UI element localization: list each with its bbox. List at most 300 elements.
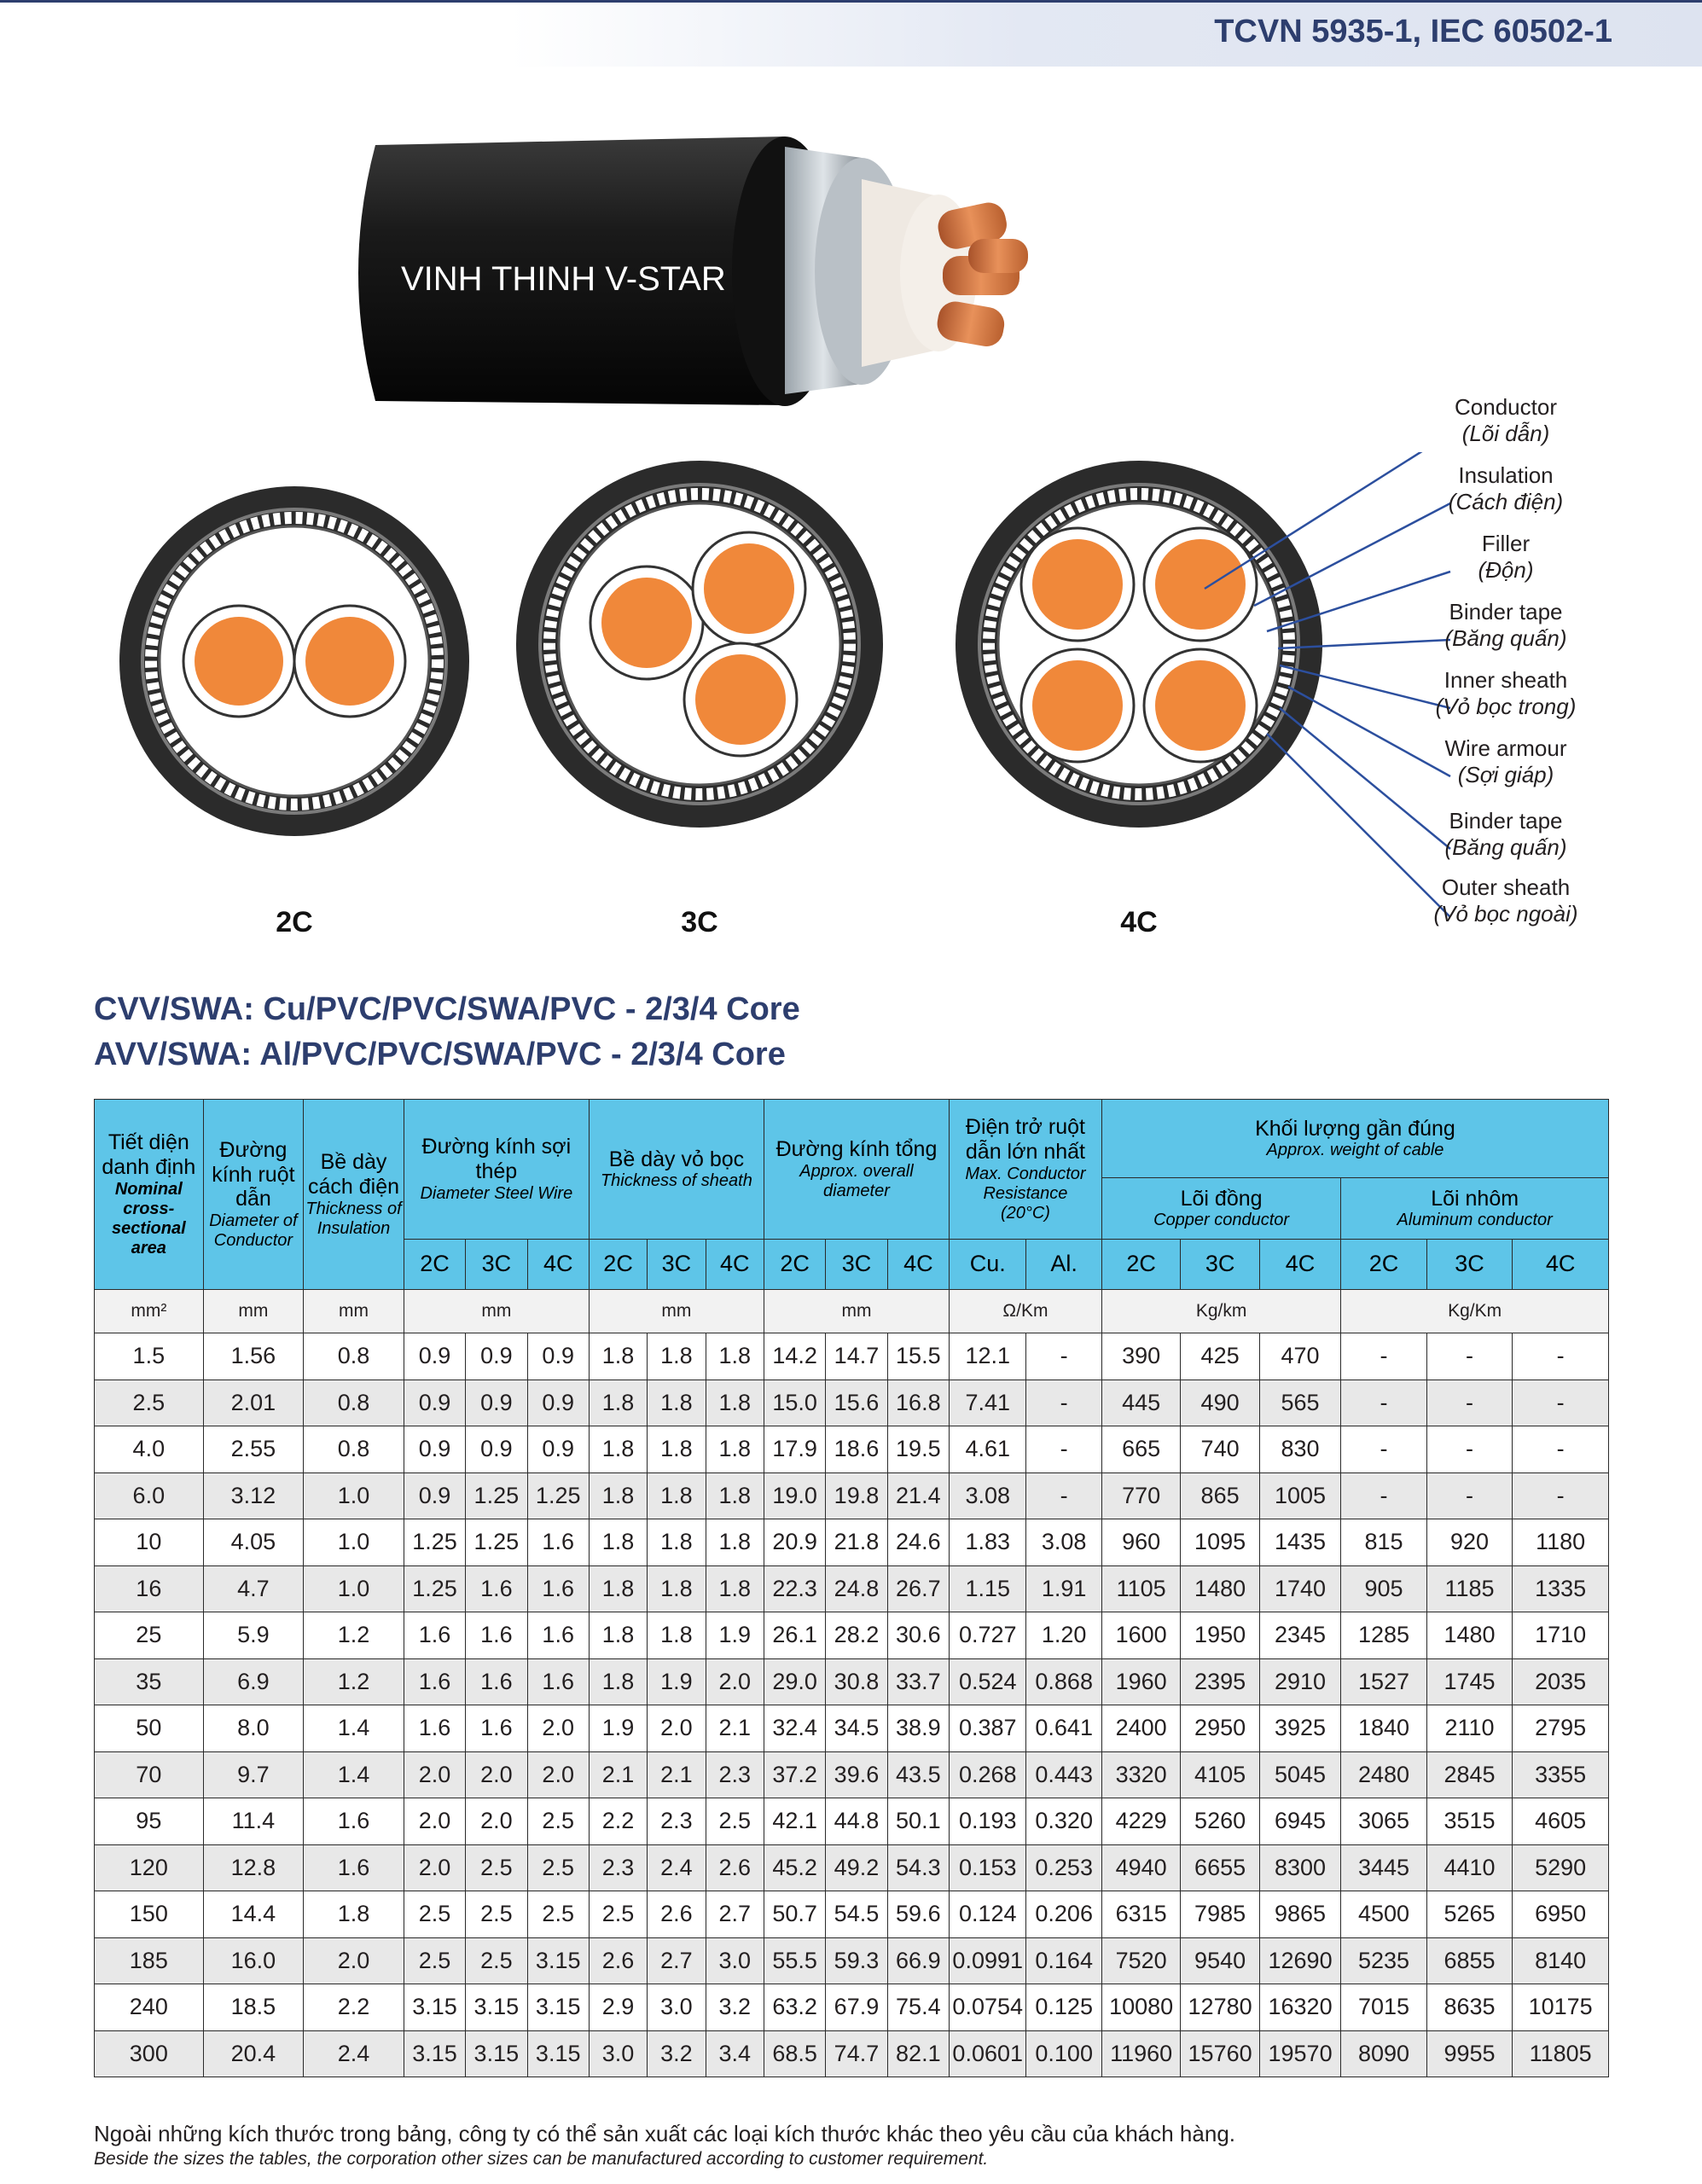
table-cell: 8635 [1426,1984,1513,2031]
table-cell: 1105 [1101,1565,1180,1612]
table-cell: 1.8 [706,1519,764,1566]
table-cell: 50 [95,1705,204,1752]
table-cell: 42.1 [764,1798,825,1845]
legend-insulation: Insulation (Cách điện) [1448,462,1564,515]
table-cell: 0.727 [950,1612,1026,1659]
unit-overall: mm [764,1290,949,1333]
header-aluminum-4c: 4C [1513,1240,1609,1290]
table-cell: 2.0 [466,1751,527,1798]
unit-sheath: mm [589,1290,764,1333]
table-cell: 3.08 [950,1472,1026,1519]
table-cell: 33.7 [887,1658,949,1705]
table-row [95,1798,1609,1845]
table-cell: 1.83 [950,1519,1026,1566]
table-cell: 4410 [1426,1844,1513,1891]
header-aluminum-2c: 2C [1341,1240,1427,1290]
table-cell: 2.7 [648,1937,706,1984]
table-cell: 2.0 [404,1844,465,1891]
table-cell: 5.9 [203,1612,304,1659]
header-rule [0,0,1702,3]
table-cell: 7985 [1181,1891,1259,1938]
unit-resistance: Ω/Km [950,1290,1102,1333]
table-cell: 9.7 [203,1751,304,1798]
table-cell: 6.9 [203,1658,304,1705]
table-cell: 37.2 [764,1751,825,1798]
table-cell: 0.443 [1026,1751,1101,1798]
header-resistance: Điện trở ruột dẫn lớn nhất Max. Conductor Resistance (20°C) [950,1100,1102,1240]
header-aluminum: Lõi nhôm Aluminum conductor [1341,1178,1609,1240]
table-cell: 19.8 [826,1472,887,1519]
table-cell: 2.6 [589,1937,647,1984]
table-cell: 2.7 [706,1891,764,1938]
table-cell: 54.5 [826,1891,887,1938]
table-cell: 0.9 [404,1380,465,1426]
table-cell: 830 [1259,1426,1340,1473]
table-row [95,1658,1609,1705]
table-cell: 2.6 [706,1844,764,1891]
header-copper: Lõi đồng Copper conductor [1101,1178,1340,1240]
table-cell: 2.1 [648,1751,706,1798]
cross-section-2c [119,486,469,836]
table-cell: 2110 [1426,1705,1513,1752]
table-row [95,1984,1609,2031]
table-cell: 15.0 [764,1380,825,1426]
header-insulation-thickness: Bề dày cách điện Thickness of Insulation [304,1100,404,1290]
table-cell: 74.7 [826,2030,887,2077]
table-cell: 1.2 [304,1612,404,1659]
unit-diameter: mm [203,1290,304,1333]
table-cell: 4500 [1341,1891,1427,1938]
table-cell: - [1341,1333,1427,1380]
table-cell: 0.193 [950,1798,1026,1845]
table-cell: 0.8 [304,1333,404,1380]
table-cell: - [1026,1472,1101,1519]
table-cell: 0.524 [950,1658,1026,1705]
table-cell: 2.0 [648,1705,706,1752]
header-area: Tiết diện danh định Nominal cross-sectional area [95,1100,204,1290]
table-cell: 960 [1101,1519,1180,1566]
table-cell: 21.8 [826,1519,887,1566]
table-cell: 0.9 [466,1426,527,1473]
table-cell: 3.4 [706,2030,764,2077]
table-cell: - [1513,1333,1609,1380]
table-cell: 1180 [1513,1519,1609,1566]
table-cell: 4.7 [203,1565,304,1612]
title-avv-swa: AVV/SWA: Al/PVC/PVC/SWA/PVC - 2/3/4 Core [94,1037,786,1072]
table-cell: 5260 [1181,1798,1259,1845]
table-cell: 75.4 [887,1984,949,2031]
unit-insulation: mm [304,1290,404,1333]
table-cell: 1840 [1341,1705,1427,1752]
table-cell: 2.2 [304,1984,404,2031]
table-cell: 0.0601 [950,2030,1026,2077]
table-cell: 2.0 [527,1705,589,1752]
table-cell: 4105 [1181,1751,1259,1798]
table-cell: 1.6 [527,1612,589,1659]
table-cell: 11.4 [203,1798,304,1845]
table-cell: 1.8 [706,1565,764,1612]
header-overall-diameter: Đường kính tổng Approx. overall diameter [764,1100,949,1240]
table-cell: 2.0 [404,1751,465,1798]
table-cell: 1.6 [466,1705,527,1752]
table-cell: 0.9 [527,1380,589,1426]
table-cell: 2.5 [466,1891,527,1938]
table-cell: 63.2 [764,1984,825,2031]
table-cell: 1.8 [706,1472,764,1519]
header-overall-2c: 2C [764,1240,825,1290]
table-cell: 0.9 [404,1472,465,1519]
table-cell: 20.4 [203,2030,304,2077]
table-cell: 3065 [1341,1798,1427,1845]
table-cell: 3.12 [203,1472,304,1519]
table-cell: 2.9 [589,1984,647,2031]
table-cell: 0.641 [1026,1705,1101,1752]
standard-code: TCVN 5935-1, IEC 60502-1 [1214,14,1612,49]
table-cell: 19.5 [887,1426,949,1473]
table-cell: 0.206 [1026,1891,1101,1938]
table-cell: 1710 [1513,1612,1609,1659]
table-row [95,1333,1609,1380]
table-row [95,2030,1609,2077]
unit-steel-wire: mm [404,1290,589,1333]
table-cell: 1480 [1181,1565,1259,1612]
unit-area: mm² [95,1290,204,1333]
table-cell: 2.1 [706,1705,764,1752]
label-2c: 2C [276,906,313,938]
table-cell: 20.9 [764,1519,825,1566]
table-cell: 50.7 [764,1891,825,1938]
table-cell: 1.8 [589,1472,647,1519]
table-cell: 2.6 [648,1891,706,1938]
table-cell: 1480 [1426,1612,1513,1659]
table-cell: 17.9 [764,1426,825,1473]
table-cell: 12.1 [950,1333,1026,1380]
table-cell: 24.6 [887,1519,949,1566]
table-cell: 39.6 [826,1751,887,1798]
table-cell: 1.8 [648,1612,706,1659]
table-cell: 0.253 [1026,1844,1101,1891]
table-cell: 425 [1181,1333,1259,1380]
table-cell: 2.3 [589,1844,647,1891]
header-sheath-3c: 3C [648,1240,706,1290]
table-cell: 14.4 [203,1891,304,1938]
specification-table [94,1099,1609,2077]
table-cell: 15.6 [826,1380,887,1426]
table-cell: 2.4 [648,1844,706,1891]
table-cell: 445 [1101,1380,1180,1426]
table-cell: 3.15 [466,2030,527,2077]
table-cell: 0.320 [1026,1798,1101,1845]
table-cell: 21.4 [887,1472,949,1519]
table-cell: 2795 [1513,1705,1609,1752]
table-cell: 4605 [1513,1798,1609,1845]
table-cell: - [1426,1333,1513,1380]
table-cell: - [1026,1380,1101,1426]
cable-cores [862,179,1028,367]
table-cell: 3.15 [527,1937,589,1984]
table-cell: 3355 [1513,1751,1609,1798]
table-cell: 16.0 [203,1937,304,1984]
table-cell: 2.5 [404,1937,465,1984]
table-cell: 45.2 [764,1844,825,1891]
table-row [95,1565,1609,1612]
table-cell: 0.268 [950,1751,1026,1798]
table-row [95,1705,1609,1752]
table-cell: 12690 [1259,1937,1340,1984]
table-cell: 1.8 [648,1426,706,1473]
legend-binder-tape-outer: Binder tape (Băng quấn) [1444,808,1567,861]
table-cell: 70 [95,1751,204,1798]
table-cell: 14.7 [826,1333,887,1380]
table-cell: 1.8 [304,1891,404,1938]
table-cell: 38.9 [887,1705,949,1752]
table-cell: 18.6 [826,1426,887,1473]
table-cell: 3.15 [527,1984,589,2031]
table-cell: 3.0 [589,2030,647,2077]
table-cell: 470 [1259,1333,1340,1380]
table-cell: 1.9 [706,1612,764,1659]
table-row [95,1472,1609,1519]
table-cell: - [1513,1426,1609,1473]
table-cell: 2.5 [527,1798,589,1845]
header-resistance-cu: Cu. [950,1240,1026,1290]
legend-binder-tape-inner: Binder tape (Băng quấn) [1444,599,1567,652]
table-cell: 16 [95,1565,204,1612]
table-cell: 10 [95,1519,204,1566]
cable-brand-text: VINH THINH V-STAR [401,260,726,298]
table-cell: 9540 [1181,1937,1259,1984]
table-cell: 2.5 [527,1844,589,1891]
table-cell: - [1026,1426,1101,1473]
table-cell: 1.56 [203,1333,304,1380]
table-row [95,1751,1609,1798]
table-cell: 150 [95,1891,204,1938]
table-cell: 12.8 [203,1844,304,1891]
table-row [95,1891,1609,1938]
table-cell: 1.20 [1026,1612,1101,1659]
table-cell: 185 [95,1937,204,1984]
table-cell: 44.8 [826,1798,887,1845]
legend-inner-sheath: Inner sheath (Vỏ bọc trong) [1435,667,1577,720]
table-cell: 1.8 [706,1426,764,1473]
table-cell: 1.8 [648,1519,706,1566]
table-cell: 920 [1426,1519,1513,1566]
table-cell: 1.6 [404,1612,465,1659]
table-cell: 19.0 [764,1472,825,1519]
table-cell: 1.25 [404,1519,465,1566]
title-cvv-swa: CVV/SWA: Cu/PVC/PVC/SWA/PVC - 2/3/4 Core [94,991,800,1027]
table-cell: 1960 [1101,1658,1180,1705]
table-cell: 2.5 [589,1891,647,1938]
unit-copper-weight: Kg/km [1101,1290,1340,1333]
table-cell: 6655 [1181,1844,1259,1891]
table-cell: 0.164 [1026,1937,1101,1984]
table-cell: 5290 [1513,1844,1609,1891]
table-cell: 1.8 [589,1519,647,1566]
header-steel-wire: Đường kính sợi thép Diameter Steel Wire [404,1100,589,1240]
units-row [95,1290,1609,1333]
table-cell: 0.9 [527,1426,589,1473]
table-cell: 1.25 [404,1565,465,1612]
cross-section-diagrams [119,452,1612,947]
table-cell: 28.2 [826,1612,887,1659]
table-cell: 1.9 [648,1658,706,1705]
table-cell: 1.6 [404,1705,465,1752]
header-sheath-2c: 2C [589,1240,647,1290]
cross-section-labels [276,906,1157,938]
table-cell: 665 [1101,1426,1180,1473]
table-cell: 1.4 [304,1751,404,1798]
table-cell: 2845 [1426,1751,1513,1798]
table-cell: 1.25 [466,1519,527,1566]
table-cell: 22.3 [764,1565,825,1612]
table-cell: - [1026,1333,1101,1380]
table-cell: 24.8 [826,1565,887,1612]
table-cell: 4.61 [950,1426,1026,1473]
table-cell: 34.5 [826,1705,887,1752]
table-cell: 2.0 [466,1798,527,1845]
cable-product-image [341,128,1126,410]
table-cell: 0.100 [1026,2030,1101,2077]
table-cell: 1.8 [648,1333,706,1380]
header-copper-4c: 4C [1259,1240,1340,1290]
header-overall-4c: 4C [887,1240,949,1290]
table-cell: 1.8 [648,1472,706,1519]
table-cell: 1.91 [1026,1565,1101,1612]
table-cell: 2.55 [203,1426,304,1473]
table-cell: 2.5 [466,1844,527,1891]
table-cell: 2.0 [706,1658,764,1705]
header-steel-2c: 2C [404,1240,465,1290]
table-cell: 1.8 [648,1380,706,1426]
table-cell: - [1426,1472,1513,1519]
table-cell: 30.8 [826,1658,887,1705]
table-cell: 25 [95,1612,204,1659]
table-cell: 14.2 [764,1333,825,1380]
table-cell: 1.6 [304,1798,404,1845]
table-cell: 2.5 [706,1798,764,1845]
table-cell: 0.0991 [950,1937,1026,1984]
table-cell: 490 [1181,1380,1259,1426]
table-cell: 1005 [1259,1472,1340,1519]
table-cell: 2.5 [95,1380,204,1426]
table-cell: 0.0754 [950,1984,1026,2031]
table-cell: 95 [95,1798,204,1845]
table-cell: 7015 [1341,1984,1427,2031]
table-cell: 9955 [1426,2030,1513,2077]
table-cell: 32.4 [764,1705,825,1752]
table-cell: 300 [95,2030,204,2077]
table-cell: 1185 [1426,1565,1513,1612]
table-cell: 1.6 [527,1565,589,1612]
table-cell: - [1426,1380,1513,1426]
table-cell: 8.0 [203,1705,304,1752]
table-cell: 770 [1101,1472,1180,1519]
table-cell: 2400 [1101,1705,1180,1752]
table-cell: 11960 [1101,2030,1180,2077]
table-cell: 26.1 [764,1612,825,1659]
table-cell: 3.15 [404,2030,465,2077]
table-cell: 7.41 [950,1380,1026,1426]
table-cell: 865 [1181,1472,1259,1519]
table-cell: 2.0 [304,1937,404,1984]
legend-wire-armour: Wire armour (Sợi giáp) [1444,735,1567,788]
table-cell: 35 [95,1658,204,1705]
table-cell: 1600 [1101,1612,1180,1659]
table-cell: 0.9 [466,1333,527,1380]
table-cell: 3445 [1341,1844,1427,1891]
table-cell: 10080 [1101,1984,1180,2031]
table-cell: - [1341,1472,1427,1519]
table-cell: 2910 [1259,1658,1340,1705]
table-cell: 16.8 [887,1380,949,1426]
table-cell: 2.5 [527,1891,589,1938]
table-cell: 2.4 [304,2030,404,2077]
table-cell: 1.8 [589,1426,647,1473]
table-cell: 1.8 [589,1380,647,1426]
table-cell: 1.9 [589,1705,647,1752]
table-cell: 1.6 [527,1519,589,1566]
table-cell: - [1513,1472,1609,1519]
table-cell: 1.5 [95,1333,204,1380]
table-cell: 8090 [1341,2030,1427,2077]
table-cell: 15.5 [887,1333,949,1380]
table-cell: 2.5 [404,1891,465,1938]
table-cell: 740 [1181,1426,1259,1473]
table-row [95,1519,1609,1566]
table-cell: 1950 [1181,1612,1259,1659]
table-cell: 0.124 [950,1891,1026,1938]
table-cell: 1.6 [404,1658,465,1705]
table-cell: 0.9 [404,1426,465,1473]
table-cell: 4.05 [203,1519,304,1566]
table-cell: 1.8 [589,1658,647,1705]
table-cell: 19570 [1259,2030,1340,2077]
table-cell: 1745 [1426,1658,1513,1705]
table-cell: 49.2 [826,1844,887,1891]
table-cell: 0.9 [466,1380,527,1426]
header-aluminum-3c: 3C [1426,1240,1513,1290]
table-cell: 1.8 [589,1612,647,1659]
header-resistance-al: Al. [1026,1240,1101,1290]
table-cell: 2.01 [203,1380,304,1426]
header-overall-3c: 3C [826,1240,887,1290]
table-cell: 0.125 [1026,1984,1101,2031]
table-cell: 2.0 [404,1798,465,1845]
table-cell: 1.4 [304,1705,404,1752]
table-cell: 16320 [1259,1984,1340,2031]
table-cell: 1.8 [648,1565,706,1612]
cross-section-4c [956,461,1322,828]
table-cell: 4940 [1101,1844,1180,1891]
table-cell: 565 [1259,1380,1340,1426]
table-cell: 1.2 [304,1658,404,1705]
footer-note-english: Beside the sizes the tables, the corporation other sizes can be manufactured according to customer requirement. [94,2149,989,2169]
table-cell: 43.5 [887,1751,949,1798]
table-row [95,1426,1609,1473]
table-cell: 1.6 [466,1565,527,1612]
table-cell: 5265 [1426,1891,1513,1938]
table-cell: - [1513,1380,1609,1426]
table-cell: 2.2 [589,1798,647,1845]
table-cell: 2.5 [466,1937,527,1984]
table-cell: 1.8 [706,1333,764,1380]
table-cell: 5045 [1259,1751,1340,1798]
table-cell: 1.25 [527,1472,589,1519]
table-cell: 6.0 [95,1472,204,1519]
legend-filler: Filler (Độn) [1478,531,1534,584]
table-cell: 0.868 [1026,1658,1101,1705]
